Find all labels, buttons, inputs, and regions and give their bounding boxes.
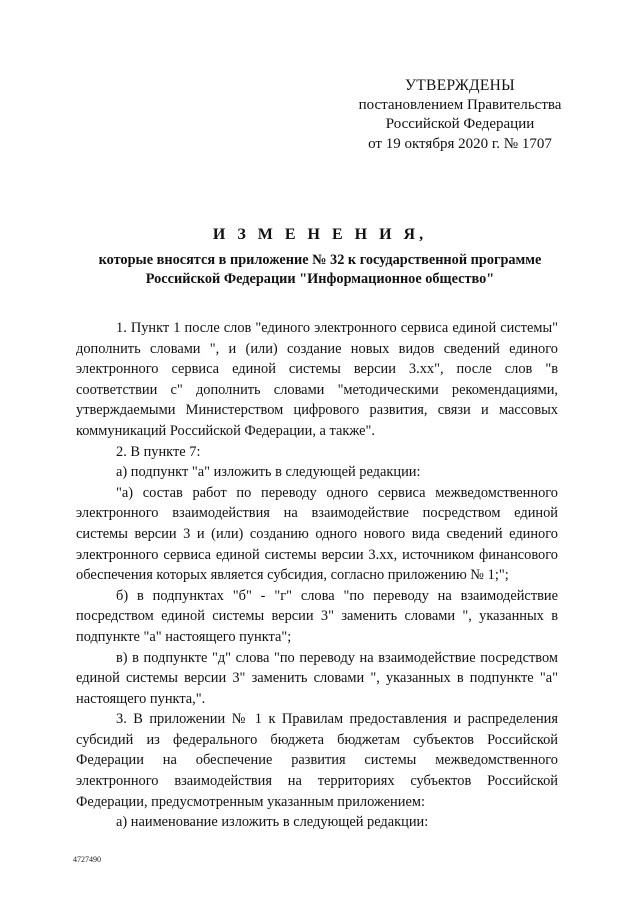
approval-line: Российской Федерации xyxy=(385,116,535,132)
approval-date: от 19 октября 2020 г. № 1707 xyxy=(368,135,552,152)
document-subheading xyxy=(60,251,580,289)
paragraph: а) наименование изложить в следующей редакции: xyxy=(116,814,429,831)
approval-title: УТВЕРЖДЕНЫ xyxy=(405,77,515,94)
document-heading: И З М Е Н Е Н И Я, xyxy=(212,226,428,243)
paragraph: 3. В приложении № 1 к Правилам предоставления и распределения субсидий из федерального бюджета бюджетам субъектов Российской Федерации на обеспечение развития системы межведомственного электронного взаимодействия на территориях субъектов Российской Федерации, предусмотренным указанным приложением: xyxy=(76,711,558,810)
document-code: 4727490 xyxy=(73,855,101,864)
paragraph: 1. Пункт 1 после слов "единого электронного сервиса единой системы" дополнить словами ", и (или) создание новых видов сведений единого электронного сервиса единой системы версии 3.хх", после слов "в соответствии с" дополнить словами "методическими рекомендациями, утверждаемыми Министерством цифрового развития, связи и массовых коммуникаций Российской Федерации, а также". xyxy=(76,320,558,439)
subheading-line: которые вносятся в приложение № 32 к государственной программе xyxy=(98,252,542,268)
subheading-line: Российской Федерации "Информационное общество" xyxy=(145,271,495,287)
paragraph: 2. В пункте 7: xyxy=(116,443,201,460)
paragraph: а) подпункт "а" изложить в следующей редакции: xyxy=(116,464,421,481)
paragraph: б) в подпунктах "б" - "г" слова "по переводу на взаимодействие посредством единой системы версии 3" заменить словами ", указанных в подпункте "а" настоящего пункта"; xyxy=(76,587,558,645)
paragraph: в) в подпункте "д" слова "по переводу на взаимодействие посредством единой системы версии 3" заменить словами ", указанных в подпункте "а" настоящего пункта,". xyxy=(76,649,558,707)
document-body xyxy=(76,318,558,833)
paragraph: "а) состав работ по переводу одного сервиса межведомственного электронного взаимодействия на взаимодействие посредством единой системы версии 3 и (или) созданию одного нового вида сведений единого электронного сервиса единой системы версии 3.хх, источником финансового обеспечения которых является субсидия, согласно приложению № 1;"; xyxy=(76,484,558,584)
approval-stamp xyxy=(340,76,580,154)
approval-line: постановлением Правительства xyxy=(358,96,562,113)
